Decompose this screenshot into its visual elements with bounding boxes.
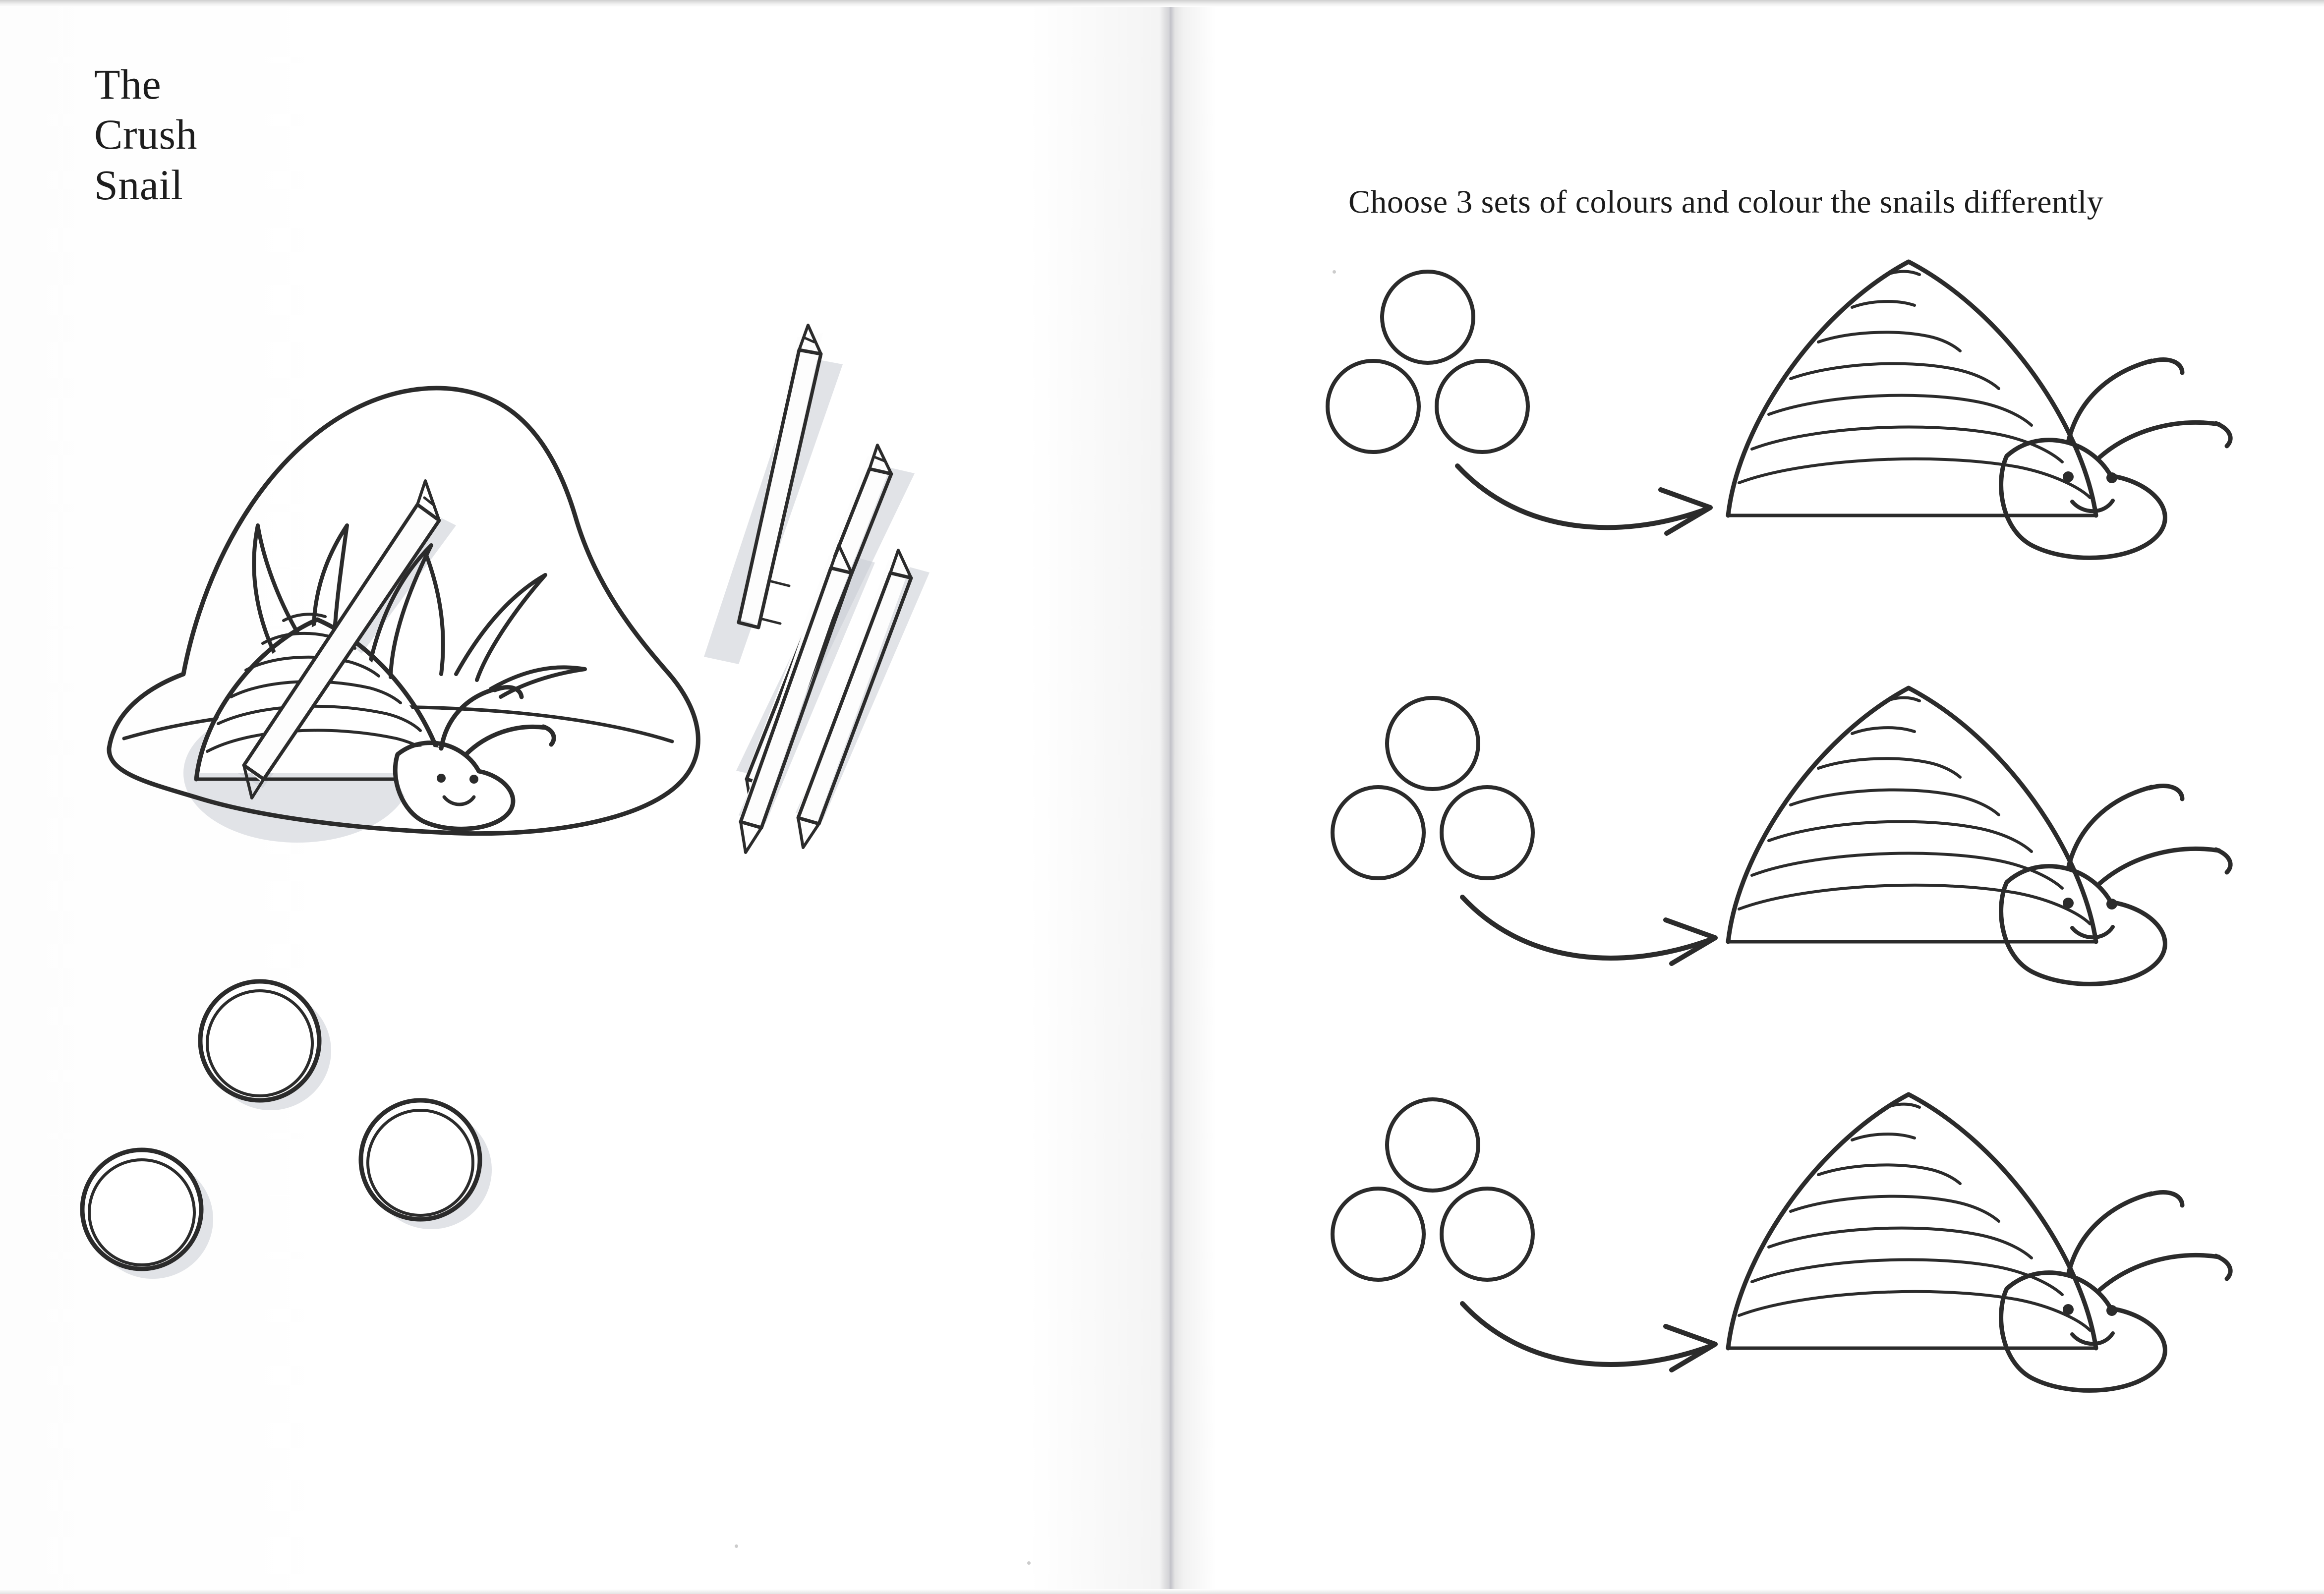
title-line-2: Crush xyxy=(94,111,197,159)
swatch-group-2 xyxy=(1333,698,1533,878)
page-title xyxy=(94,59,197,210)
scene-illustration xyxy=(50,278,1110,1343)
curved-arrow-right-icon-1 xyxy=(1457,466,1710,533)
swatch-group-3 xyxy=(1333,1099,1533,1280)
colour-circle-3 xyxy=(82,1150,213,1279)
paper-speck-2 xyxy=(1027,1561,1031,1565)
snail-outline-2 xyxy=(1728,688,2230,984)
snail-outline-1 xyxy=(1728,262,2230,558)
snail-exercise-row-2 xyxy=(1314,664,2270,1061)
page-bottom-edge xyxy=(0,1589,2324,1594)
snail-exercise-row-3 xyxy=(1314,1061,2270,1457)
paper-speck-3 xyxy=(1333,270,1336,274)
colour-circle-2 xyxy=(361,1100,492,1229)
colour-circle-1 xyxy=(200,981,331,1110)
snail-outline-3 xyxy=(1728,1094,2230,1390)
book-gutter xyxy=(1160,0,1180,1594)
curved-arrow-right-icon-2 xyxy=(1462,897,1715,964)
page-top-edge xyxy=(0,0,2324,7)
swatch-group-1 xyxy=(1328,272,1528,452)
paper-speck-1 xyxy=(735,1544,738,1548)
pencil-upright xyxy=(739,325,823,627)
title-line-3: Snail xyxy=(94,161,183,209)
curved-arrow-right-icon-3 xyxy=(1462,1304,1715,1370)
title-line-1: The xyxy=(94,60,162,108)
instruction-text: Choose 3 sets of colours and colour the snails differently xyxy=(1348,184,2104,220)
snail-exercise-row-1 xyxy=(1314,238,2270,634)
